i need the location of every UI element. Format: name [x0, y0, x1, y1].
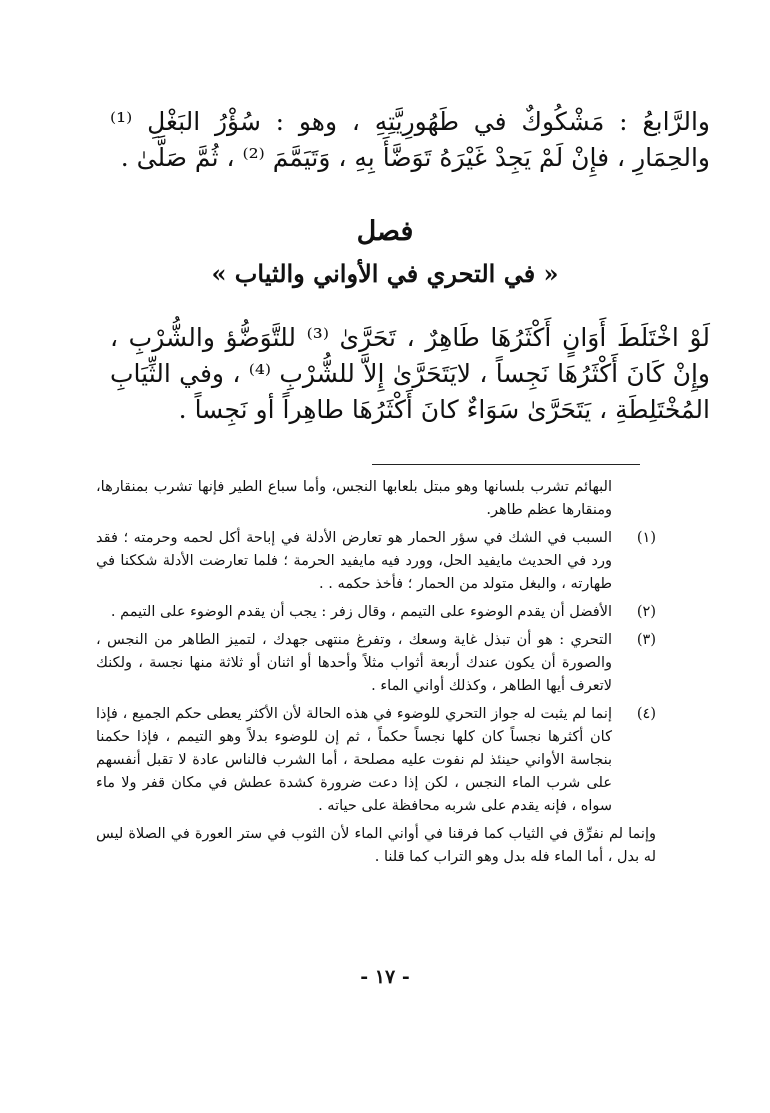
footnote-2	[96, 601, 656, 624]
footnote-1	[96, 527, 656, 596]
footnotes	[96, 476, 656, 869]
footnote-continuation-text: البهائم تشرب بلسانها وهو مبتل بلعابها النجس، وأما سباع الطير فإنها تشرب بمنقارها، ومنقارها عظم طاهر.	[96, 479, 612, 518]
footnote-4-extra: وإنما لم نفرِّق في الثياب كما فرقنا في أواني الماء لأن الثوب في ستر العورة في الصلاة ليس له بدل ، أما الماء فله بدل وهو التراب كما قلنا .	[96, 826, 656, 865]
footnote-3-text: التحري : هو أن تبذل غاية وسعك ، وتفرغ منتهى جهدك ، لتميز الطاهر من النجس ، والصورة أن يكون عندك أربعة أثواب مثلاً وأحدها أو اثنان أو ثلاثة منها نجسة ، ولكنك لاتعرف أيها الطاهر ، وكذلك أواني الماء .	[96, 632, 612, 694]
footnote-3-number: (٣)	[636, 632, 656, 648]
footnote-4	[96, 703, 656, 818]
section-subheading: « في التحري في الأواني والثياب »	[211, 259, 559, 288]
page-number: - ١٧ -	[360, 966, 410, 988]
footnote-3	[96, 629, 656, 698]
main-paragraph-1: والرَّابعُ : مَشْكُوكٌ في طَهُورِيَّتِهِ ، وهو : سُؤْرُ البَغْلِ ⁽¹⁾ والحِمَارِ ، فإِنْ لَمْ يَجِدْ غَيْرَهُ تَوَضَّأَ بِهِ ، وَتَيَمَّمَ ⁽²⁾ ، ثُمَّ صَلَّىٰ .	[110, 107, 710, 172]
main-paragraph-2: لَوْ اخْتَلَطَ أَوَانٍ أَكْثَرُهَا طَاهِرٌ ، تَحَرَّىٰ ⁽³⁾ للتَّوَضُّؤ والشُّرْبِ ، وإِنْ كَانَ أَكْثَرُهَا نَجِساً ، لايَتَحَرَّىٰ إِلاَّ للشُّرْبِ ⁽⁴⁾ ، وفي الثِّيَابِ المُخْتَلِطَةِ ، يَتَحَرَّىٰ سَوَاءٌ كانَ أَكْثَرُهَا طاهِراً أو نَجِساً .	[110, 323, 711, 424]
footnote-2-text: الأفضل أن يقدم الوضوء على التيمم ، وقال زفر : يجب أن يقدم الوضوء على التيمم .	[110, 604, 612, 620]
footnote-continuation	[96, 476, 656, 522]
footnote-2-number: (٢)	[636, 604, 656, 620]
footnote-1-text: السبب في الشك في سؤر الحمار هو تعارض الأدلة في إباحة أكل لحمه وحرمته ؛ فقد ورد في الحديث مايفيد الحل، وورد فيه مايفيد الحرمة ؛ فلما تعارضت الأدلة شككنا في طهارته ، والبغل متولد من الحمار ؛ فأخذ حكمه . .	[96, 530, 612, 592]
section-heading: فصل	[356, 216, 414, 247]
footnote-4-number: (٤)	[636, 706, 656, 722]
footnote-4-text: إنما لم يثبت له جواز التحري للوضوء في هذه الحالة لأن الأكثر يعطى حكم الجميع ، فإذا كان أكثرها نجساً كان كلها نجساً حكماً ، ثم إن للوضوء بدلاً وهو التيمم ، فإذا حكمنا بنجاسة الأواني حينئذ لم نفوت عليه مصلحة ، أما الشرب فالناس عادة لا تقبل أنفسهم على شرب الماء النجس ، لكن إذا دعت ضرورة كشدة عطش في مكان قفر ولا ماء سواه ، فإنه يقدم على شربه محافظة على حياته .	[96, 706, 612, 814]
footnote-separator	[372, 464, 640, 465]
footnote-1-number: (١)	[636, 530, 656, 546]
